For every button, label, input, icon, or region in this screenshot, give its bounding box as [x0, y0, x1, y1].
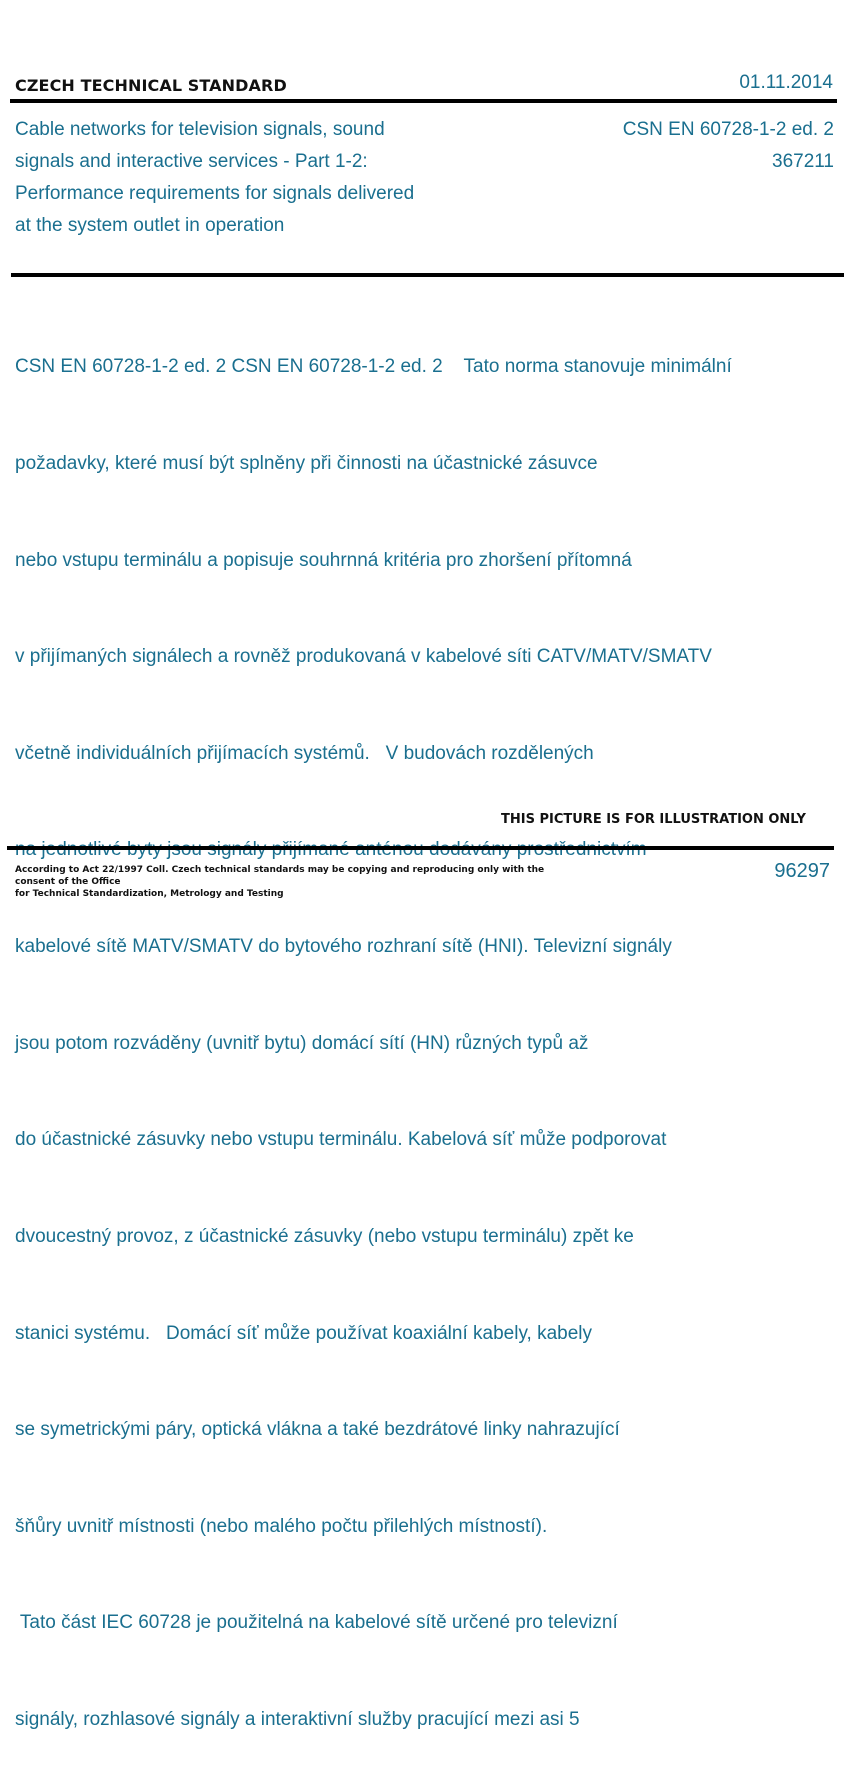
abstract-line: šňůry uvnitř místnosti (nebo malého počtu přilehlých místností). [15, 1515, 548, 1537]
header-divider [10, 99, 837, 103]
abstract-line: včetně individuálních přijímacích systémů. V budovách rozdělených [15, 742, 594, 764]
abstract-line: Tato část IEC 60728 je použitelná na kabelové sítě určené pro televizní [15, 1612, 618, 1634]
standard-title-line: signals and interactive services - Part 1-2: [15, 151, 368, 172]
copyright-note-line: According to Act 22/1997 Coll. Czech technical standards may be copying and reproducing only with the consent of the Office [15, 865, 545, 887]
footer-document-number: 96297 [774, 860, 830, 882]
abstract-line [15, 834, 855, 866]
standard-title-line: Performance requirements for signals delivered [15, 183, 415, 204]
abstract-line: se symetrickými páry, optická vlákna a také bezdrátové linky nahrazující [15, 1419, 620, 1441]
abstract-line: v přijímaných signálech a rovněž produkovaná v kabelové síti CATV/MATV/SMATV [15, 646, 712, 668]
abstract-line: signály, rozhlasové signály a interaktivní služby pracující mezi asi 5 [15, 1708, 580, 1730]
abstract-line: požadavky, které musí být splněny při činnosti na účastnické zásuvce [15, 453, 598, 475]
abstract-line: dvoucestný provoz, z účastnické zásuvky (nebo vstupu terminálu) zpět ke [15, 1225, 634, 1247]
illustration-disclaimer: THIS PICTURE IS FOR ILLUSTRATION ONLY [501, 812, 806, 827]
abstract-text [15, 287, 855, 1768]
standard-code: CSN EN 60728-1-2 ed. 2 [622, 119, 834, 140]
copyright-note [15, 864, 585, 900]
standard-identifiers [623, 114, 834, 178]
abstract-line: jsou potom rozváděny (uvnitř bytu) domácí sítí (HN) různých typů až [15, 1032, 589, 1054]
footer-divider [7, 846, 834, 850]
abstract-line: stanici systému. Domácí síť může používat koaxiální kabely, kabely [15, 1322, 593, 1344]
standard-number: 367211 [772, 151, 834, 172]
abstract-line: do účastnické zásuvky nebo vstupu terminálu. Kabelová síť může podporovat [15, 1129, 667, 1151]
standard-title [15, 114, 485, 242]
document-type-heading: CZECH TECHNICAL STANDARD [15, 76, 287, 95]
abstract-line: kabelové sítě MATV/SMATV do bytového rozhraní sítě (HNI). Televizní signály [15, 936, 672, 958]
abstract-line: nebo vstupu terminálu a popisuje souhrnná kritéria pro zhoršení přítomná [15, 549, 632, 571]
abstract-line: CSN EN 60728-1-2 ed. 2 CSN EN 60728-1-2 ed. 2 Tato norma stanovuje minimální [15, 356, 732, 378]
section-divider [11, 273, 844, 277]
standard-title-line: at the system outlet in operation [15, 215, 285, 236]
publication-date: 01.11.2014 [739, 72, 833, 93]
copyright-note-line: for Technical Standardization, Metrology and Testing [15, 889, 284, 899]
standard-title-line: Cable networks for television signals, sound [15, 119, 385, 140]
